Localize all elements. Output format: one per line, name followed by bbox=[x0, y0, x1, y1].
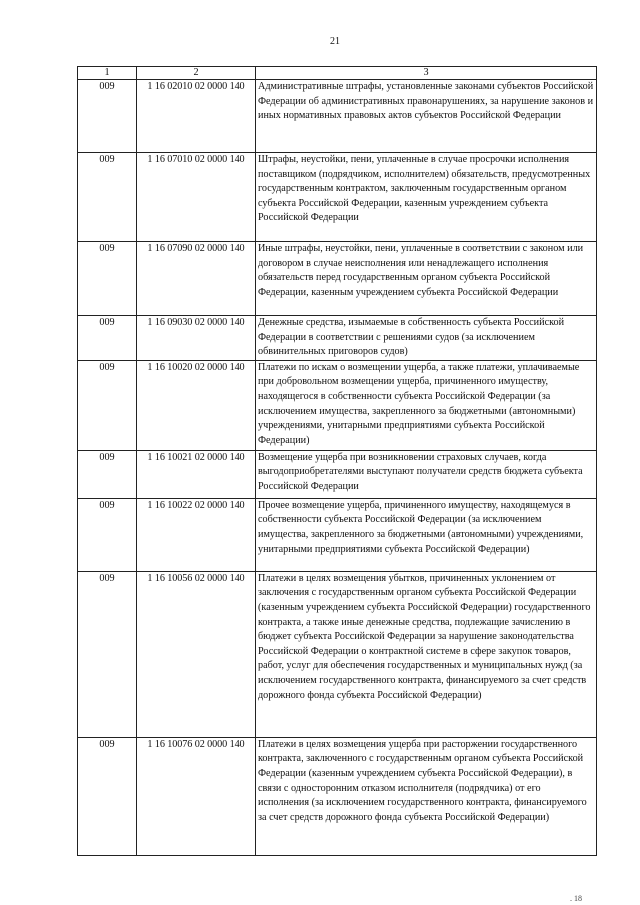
table-row bbox=[78, 450, 597, 498]
admin-code-cell: 009 bbox=[78, 737, 137, 855]
kbk-code-cell: 1 16 07090 02 0000 140 bbox=[137, 242, 256, 316]
budget-revenue-table bbox=[77, 66, 597, 856]
table-row bbox=[78, 80, 597, 153]
header-col-2: 2 bbox=[137, 67, 256, 80]
corner-mark: . 18 bbox=[570, 894, 582, 903]
table-row bbox=[78, 153, 597, 242]
admin-code-cell: 009 bbox=[78, 360, 137, 450]
admin-code-cell: 009 bbox=[78, 242, 137, 316]
admin-code-cell: 009 bbox=[78, 571, 137, 737]
table-row bbox=[78, 571, 597, 737]
admin-code-cell: 009 bbox=[78, 80, 137, 153]
kbk-code-cell: 1 16 02010 02 0000 140 bbox=[137, 80, 256, 153]
revenue-name-cell: Платежи по искам о возмещении ущерба, а также платежи, уплачиваемые при добровольном возмещении ущерба, причиненного имуществу, находящегося в собственности субъекта Российской Федерации (за исключением имущества, закрепленного за бюджетными (автономными) учреждениями, унитарными предприятиями субъекта Российской Федерации) bbox=[256, 360, 597, 450]
kbk-code-cell: 1 16 07010 02 0000 140 bbox=[137, 153, 256, 242]
revenue-name-cell: Прочее возмещение ущерба, причиненного имуществу, находящемуся в собственности субъекта Российской Федерации (за исключением имущества, закрепленного за бюджетными (автономными) учреждениями, унитарными предприятиями субъекта Российской Федерации) bbox=[256, 498, 597, 571]
revenue-name-cell: Платежи в целях возмещения убытков, причиненных уклонением от заключения с государственным органом субъекта Российской Федерации (казенным учреждением субъекта Российской Федерации) государственного контракта, а также иные денежные средства, подлежащие зачислению в бюджет субъекта Российской Федерации за нарушение законодательства Российской Федерации о контрактной системе в сфере закупок товаров, работ, услуг для обеспечения государственных и муниципальных нужд (за исключением государственного контракта, финансируемого за счет средств дорожного фонда субъекта Российской Федерации) bbox=[256, 571, 597, 737]
table-row bbox=[78, 498, 597, 571]
header-col-3: 3 bbox=[256, 67, 597, 80]
admin-code-cell: 009 bbox=[78, 316, 137, 361]
kbk-code-cell: 1 16 09030 02 0000 140 bbox=[137, 316, 256, 361]
table-row bbox=[78, 737, 597, 855]
admin-code-cell: 009 bbox=[78, 450, 137, 498]
revenue-name-cell: Платежи в целях возмещения ущерба при расторжении государственного контракта, заключенного с государственным органом субъекта Российской Федерации (казенным учреждением субъекта Российской Федерации), в связи с односторонним отказом исполнителя (подрядчика) от его исполнения (за исключением государственного контракта, финансируемого за счет средств дорожного фонда субъекта Российской Федерации) bbox=[256, 737, 597, 855]
revenue-name-cell: Возмещение ущерба при возникновении страховых случаев, когда выгодоприобретателями выступают получатели средств бюджета субъекта Российской Федерации bbox=[256, 450, 597, 498]
table-row bbox=[78, 316, 597, 361]
revenue-name-cell: Иные штрафы, неустойки, пени, уплаченные в соответствии с законом или договором в случае неисполнения или ненадлежащего исполнения обязательств перед государственным органом субъекта Российской Федерации, казенным учреждением субъекта Российской Федерации bbox=[256, 242, 597, 316]
kbk-code-cell: 1 16 10076 02 0000 140 bbox=[137, 737, 256, 855]
revenue-name-cell: Административные штрафы, установленные законами субъектов Российской Федерации об административных правонарушениях, за нарушение законов и иных нормативных правовых актов субъектов Российской Федерации bbox=[256, 80, 597, 153]
header-col-1: 1 bbox=[78, 67, 137, 80]
table-row bbox=[78, 242, 597, 316]
admin-code-cell: 009 bbox=[78, 498, 137, 571]
revenue-name-cell: Штрафы, неустойки, пени, уплаченные в случае просрочки исполнения поставщиком (подрядчиком, исполнителем) обязательств, предусмотренных государственным контрактом, заключенным государственным органом субъекта Российской Федерации, казенным учреждением субъекта Российской Федерации bbox=[256, 153, 597, 242]
kbk-code-cell: 1 16 10021 02 0000 140 bbox=[137, 450, 256, 498]
table-row bbox=[78, 360, 597, 450]
kbk-code-cell: 1 16 10056 02 0000 140 bbox=[137, 571, 256, 737]
admin-code-cell: 009 bbox=[78, 153, 137, 242]
revenue-name-cell: Денежные средства, изымаемые в собственность субъекта Российской Федерации в соответствии с решениями судов (за исключением обвинительных приговоров судов) bbox=[256, 316, 597, 361]
kbk-code-cell: 1 16 10022 02 0000 140 bbox=[137, 498, 256, 571]
page-number: 21 bbox=[330, 36, 340, 47]
table-header-row bbox=[78, 67, 597, 80]
kbk-code-cell: 1 16 10020 02 0000 140 bbox=[137, 360, 256, 450]
